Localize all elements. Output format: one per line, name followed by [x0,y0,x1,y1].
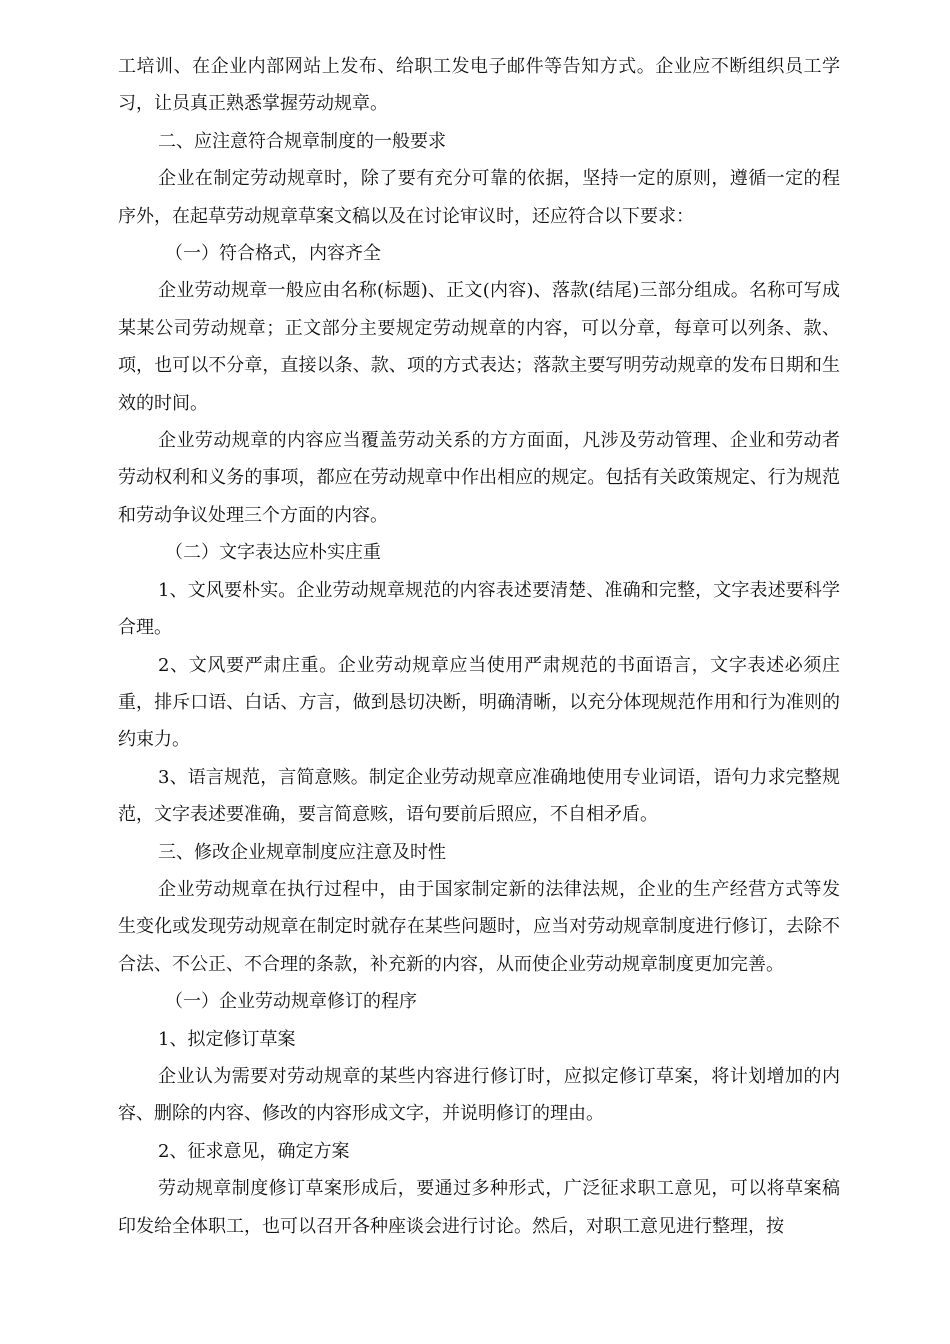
subsection-heading: （一）符合格式，内容齐全 [165,243,381,265]
section-heading-2: 二、应注意符合规章制度的一般要求 [158,130,446,152]
paragraph: 企业认为需要对劳动规章的某些内容进行修订时，应拟定修订草案，将计划增加的内容、删除的内容、修改的内容形成文字，并说明修订的理由。 [118,1065,840,1125]
paragraph: 企业劳动规章一般应由名称(标题)、正文(内容)、落款(结尾)三部分组成。名称可写成某某公司劳动规章；正文部分主要规定劳动规章的内容，可以分章，每章可以列条、款、项，也可以不分章，直接以条、款、项的方式表达；落款主要写明劳动规章的发布日期和生效的时间。 [118,280,840,414]
subsection-heading: （一）企业劳动规章修订的程序 [165,991,417,1013]
paragraph: 2、文风要严肃庄重。企业劳动规章应当使用严肃规范的书面语言，文字表述必须庄重，排斥口语、白话、方言，做到恳切决断，明确清晰，以充分体现规范作用和行为准则的约束力。 [118,654,840,751]
paragraph: 劳动规章制度修订草案形成后，要通过多种形式，广泛征求职工意见，可以将草案稿印发给全体职工，也可以召开各种座谈会进行讨论。然后，对职工意见进行整理，按 [118,1178,840,1237]
paragraph: 3、语言规范，言简意赅。制定企业劳动规章应准确地使用专业词语，语句力求完整规范，文字表述要准确，要言简意赅，语句要前后照应，不自相矛盾。 [118,766,840,826]
paragraph: 1、文风要朴实。企业劳动规章规范的内容表述要清楚、准确和完整，文字表述要科学合理。 [118,579,840,639]
document-page [118,48,840,1245]
item-heading: 2、征求意见，确定方案 [158,1140,350,1162]
paragraph: 企业劳动规章的内容应当覆盖劳动关系的方方面面，凡涉及劳动管理、企业和劳动者劳动权利和义务的事项，都应在劳动规章中作出相应的规定。包括有关政策规定、行为规范和劳动争议处理三个方面的内容。 [118,430,840,526]
paragraph: 企业劳动规章在执行过程中，由于国家制定新的法律法规，企业的生产经营方式等发生变化或发现劳动规章在制定时就存在某些问题时，应当对劳动规章制度进行修订，去除不合法、不公正、不合理的条款，补充新的内容，从而使企业劳动规章制度更加完善。 [118,878,840,975]
paragraph: 企业在制定劳动规章时，除了要有充分可靠的依据，坚持一定的原则，遵循一定的程序外，在起草劳动规章草案文稿以及在讨论审议时，还应符合以下要求： [118,168,840,227]
section-heading-3: 三、修改企业规章制度应注意及时性 [158,841,446,863]
item-heading: 1、拟定修订草案 [158,1028,296,1050]
paragraph-continuation: 工培训、在企业内部网站上发布、给职工发电子邮件等告知方式。企业应不断组织员工学习，让员真正熟悉掌握劳动规章。 [118,56,840,115]
subsection-heading: （二）文字表达应朴实庄重 [165,542,381,564]
